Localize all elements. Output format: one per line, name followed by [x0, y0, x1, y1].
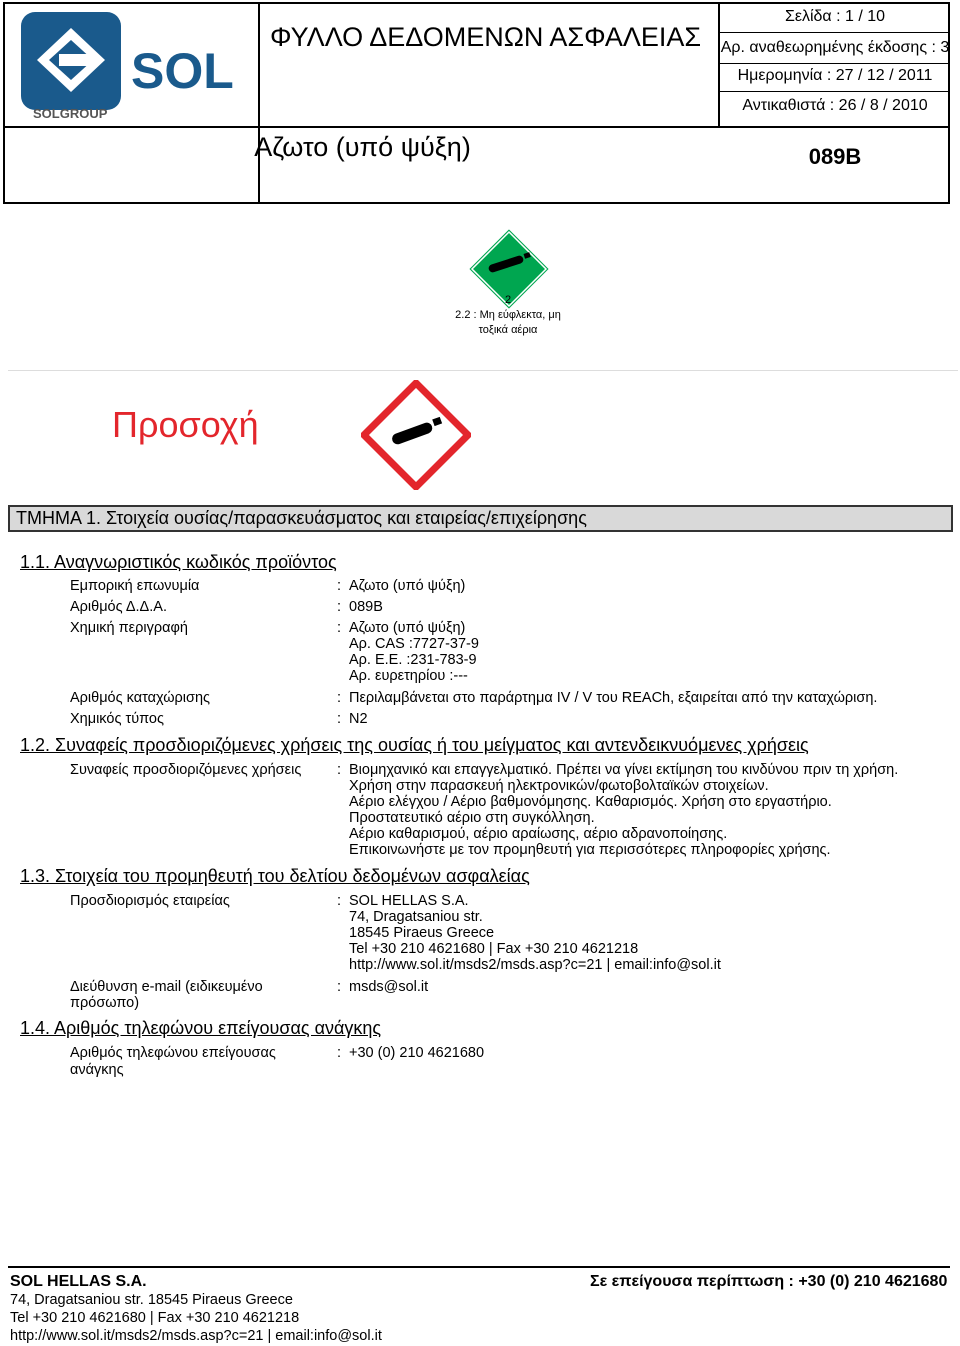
phone-value: +30 (0) 210 4621680	[349, 1045, 485, 1061]
separator	[8, 370, 958, 371]
section-1-header: ΤΜΗΜΑ 1. Στοιχεία ουσίας/παρασκευάσματος και εταιρείας/επιχείρησης	[8, 505, 953, 532]
use-item: Αέριο καθαρισμού, αέριο αραίωσης, αέριο αδρανοποίησης.	[349, 826, 728, 842]
row-value: Περιλαμβάνεται στο παράρτημα IV / V του REACh, εξαιρείται από την καταχώριση.	[349, 690, 878, 706]
colon: :	[337, 599, 342, 615]
subsection-1-2: 1.2. Συναφείς προσδιοριζόμενες χρήσεις της ουσίας ή του μείγματος και αντενδεικνυόμενες χρήσεις	[20, 735, 809, 755]
adr-gas-cylinder-icon	[466, 226, 552, 312]
row-label: Χημικός τύπος	[70, 711, 164, 727]
row-value: Αρ. Ε.Ε. :231-783-9	[349, 652, 477, 668]
supersedes-date: Αντικαθιστά : 26 / 8 / 2010	[742, 97, 928, 114]
company-line: 18545 Piraeus Greece	[349, 925, 495, 941]
colon: :	[337, 578, 342, 594]
colon: :	[337, 620, 342, 636]
header-box	[3, 2, 950, 204]
row-label: Εμπορική επωνυμία	[70, 578, 200, 594]
logo-cell	[5, 4, 260, 204]
row-value: Αρ. CAS :7727-37-9	[349, 636, 479, 652]
company-line: Tel +30 210 4621680 | Fax +30 210 4621218	[349, 941, 639, 957]
meta-divider	[720, 32, 950, 33]
company-line: 74, Dragatsaniou str.	[349, 909, 483, 925]
page-number: Σελίδα : 1 / 10	[784, 8, 886, 25]
sol-logo	[19, 10, 249, 122]
colon: :	[337, 979, 342, 995]
company-line: SOL HELLAS S.A.	[349, 893, 469, 909]
row-label: Διεύθυνση e-mail (ειδικευμένο	[70, 979, 263, 995]
row-label: Αριθμός Δ.Δ.Α.	[70, 599, 167, 615]
company-line[interactable]: http://www.sol.it/msds2/msds.asp?c=21 | email:info@sol.it	[349, 957, 721, 973]
revision-number: Αρ. αναθεωρημένης έκδοσης : 3	[720, 39, 950, 56]
svg-text:SOL: SOL	[131, 43, 234, 99]
use-item: Βιομηχανικό και επαγγελματικό. Πρέπει να γίνει εκτίμηση του κινδύνου πριν τη χρήση.	[349, 762, 899, 778]
adr-caption	[408, 308, 608, 338]
adr-caption-line: τοξικά αέρια	[478, 324, 538, 336]
use-item: Χρήση στην παρασκευή ηλεκτρονικών/φωτοβολταϊκών στοιχείων.	[349, 778, 769, 794]
meta-cell	[720, 4, 950, 204]
svg-text:2: 2	[505, 294, 512, 306]
footer-company: SOL HELLAS S.A.	[10, 1273, 147, 1290]
product-title: Αζωτο (υπό ψύξη)	[254, 132, 471, 162]
meta-divider	[720, 63, 950, 64]
use-item: Επικοινωνήστε με τον προμηθευτή για περισσότερες πληροφορίες χρήσης.	[349, 842, 831, 858]
revision-date: Ημερομηνία : 27 / 12 / 2011	[737, 67, 933, 84]
footer-emergency: Σε επείγουσα περίπτωση : +30 (0) 210 4621680	[590, 1273, 948, 1290]
subsection-1-3: 1.3. Στοιχεία του προμηθευτή του δελτίου δεδομένων ασφαλείας	[20, 866, 530, 886]
row-label: πρόσωπο)	[70, 995, 140, 1011]
row-label: ανάγκης	[70, 1062, 124, 1078]
row-value: 089B	[349, 599, 383, 615]
row-label: Αριθμός καταχώρισης	[70, 690, 211, 706]
row-label: Συναφείς προσδιοριζόμενες χρήσεις	[70, 762, 302, 778]
footer-phone: Tel +30 210 4621680 | Fax +30 210 4621218	[10, 1310, 300, 1326]
row-label: Αριθμός τηλεφώνου επείγουσας	[70, 1045, 276, 1061]
row-label: Προσδιορισμός εταιρείας	[70, 893, 230, 909]
title-cell	[260, 4, 720, 128]
row-value: N2	[349, 711, 368, 727]
colon: :	[337, 762, 342, 778]
svg-text:SOLGROUP: SOLGROUP	[33, 106, 108, 121]
colon: :	[337, 690, 342, 706]
colon: :	[337, 711, 342, 727]
use-item: Αέριο ελέγχου / Αέριο βαθμονόμησης. Καθαρισμός. Χρήση στο εργαστήριο.	[349, 794, 832, 810]
footer-address: 74, Dragatsaniou str. 18545 Piraeus Greece	[10, 1292, 293, 1308]
footer-web[interactable]: http://www.sol.it/msds2/msds.asp?c=21 | email:info@sol.it	[10, 1328, 382, 1344]
row-value: Αζωτο (υπό ψύξη)	[349, 578, 466, 594]
row-value: Αρ. ευρετηρίου :---	[349, 668, 468, 684]
ghs-gas-cylinder-icon	[361, 380, 471, 490]
row-value: Αζωτο (υπό ψύξη)	[349, 620, 466, 636]
signal-word: Προσοχή	[112, 404, 259, 445]
footer-rule	[8, 1266, 950, 1268]
document-title: ΦΥΛΛΟ ΔΕΔΟΜΕΝΩΝ ΑΣΦΑΛΕΙΑΣ	[270, 22, 702, 52]
product-code: 089B	[808, 144, 862, 169]
colon: :	[337, 893, 342, 909]
subsection-1-4: 1.4. Αριθμός τηλεφώνου επείγουσας ανάγκης	[20, 1018, 382, 1038]
adr-caption-line: 2.2 : Μη εύφλεκτα, μη	[455, 309, 561, 321]
row-label: Χημική περιγραφή	[70, 620, 188, 636]
email-value[interactable]: msds@sol.it	[349, 979, 429, 995]
subsection-1-1: 1.1. Αναγνωριστικός κωδικός προϊόντος	[20, 552, 337, 572]
meta-divider	[720, 91, 950, 92]
use-item: Προστατευτικό αέριο στη συγκόλληση.	[349, 810, 595, 826]
colon: :	[337, 1045, 342, 1061]
